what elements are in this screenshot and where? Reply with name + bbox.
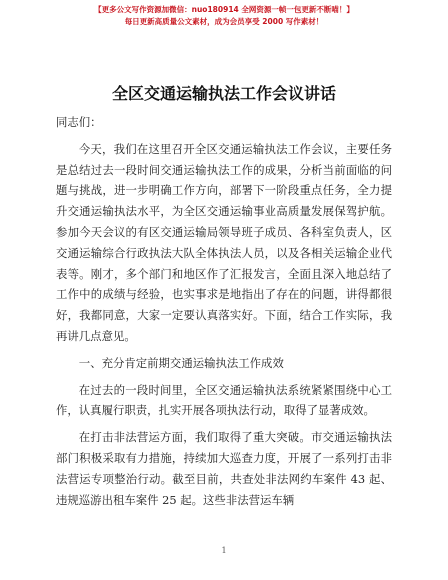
- promo-banner-line1: 【更多公文写作资源加微信：nuo180914 全网资源一帧一包更新不断喵！】: [94, 5, 354, 14]
- promo-banner: [0, 4, 448, 28]
- paragraph-intro: 今天，我们在这里召开全区交通运输执法工作会议，主要任务是总结过去一段时间交通运输执法工作的成果，分析当前面临的问题与挑战，进一步明确工作方向，部署下一阶段重点任务，全力提升交通运输执法水平，为全区交通运输事业高质量发展保驾护航。参加今天会议的有区交通运输局领导班子成员、各科室负责人，区交通运输综合行政执法大队全体执法人员，以及各相关运输企业代表等。刚才，多个部门和地区作了汇报发言，全面且深入地总结了工作中的成绩与经验，也实事求是地指出了存在的问题，讲得都很好，我都同意，大家一定要认真落实好。下面，结合工作实际，我再讲几点意见。: [56, 141, 392, 343]
- page-number: 1: [221, 546, 227, 555]
- document-body: [56, 112, 392, 516]
- promo-banner-line2: 每日更新高质量公文素材，成为会员享受 2000 写作素材！: [124, 17, 324, 26]
- salutation: 同志们：: [56, 115, 102, 129]
- paragraph-achievements: 在过去的一段时间里，全区交通运输执法系统紧紧围绕中心工作，认真履行职责，扎实开展各项执法行动，取得了显著成效。: [56, 382, 392, 418]
- section-heading: 一、充分肯定前期交通运输执法工作成效: [78, 355, 284, 370]
- document-title: 全区交通运输执法工作会议讲话: [111, 84, 336, 103]
- paragraph-illegal-operations: 在打击非法营运方面，我们取得了重大突破。市交通运输执法部门积极采取有力措施，持续加大巡查力度，开展了一系列打击非法营运专项整治行动。截至目前，共查处非法网约车案件 43 起、违规巡游出租车案件 25 起。这些非法营运车辆: [56, 430, 392, 507]
